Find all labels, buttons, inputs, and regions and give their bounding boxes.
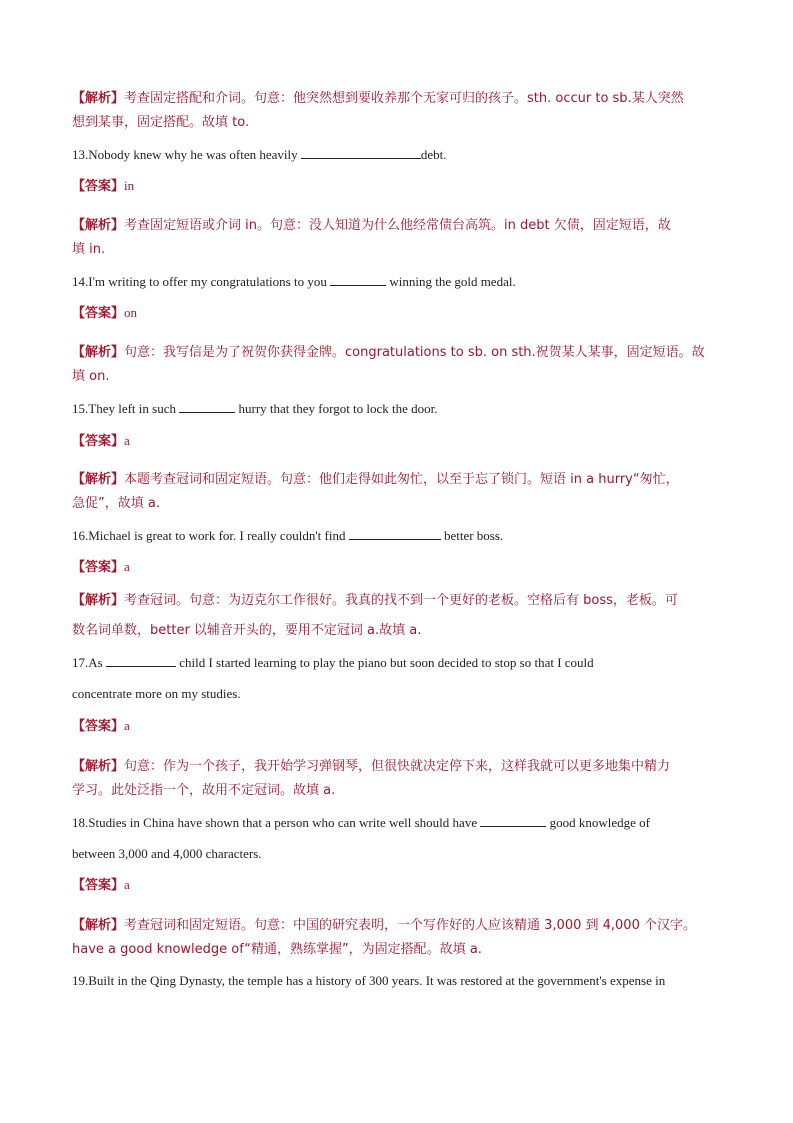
q16-text-b: better boss.	[440, 528, 504, 543]
q17-question-line2: concentrate more on my studies.	[72, 686, 241, 701]
q14-explanation-line1	[72, 344, 705, 361]
q18-blank	[480, 814, 546, 827]
analysis-tag: 【解析】	[72, 759, 125, 774]
q19-question-line1: 19.Built in the Qing Dynasty, the temple has a history of 300 years. It was restored at the government's expense in	[72, 973, 666, 988]
analysis-tag: 【解析】	[72, 593, 125, 608]
answer-tag: 【答案】	[72, 179, 125, 194]
q16-explanation-line2: 数名词单数，better 以辅音开头的，要用不定冠词 a.故填 a.	[72, 623, 422, 638]
q15-explanation-line1	[72, 471, 679, 488]
q18-answer-value: a	[124, 877, 130, 892]
q16-question	[72, 527, 503, 544]
q18-explanation-line2: have a good knowledge of“精通，熟练掌握”，为固定搭配。故填 a.	[72, 942, 482, 957]
q18-explanation-line1	[72, 917, 696, 934]
q13-explanation-text: 考查固定短语或介词 in。句意：没人知道为什么他经常债台高筑。in debt 欠债，固定短语，故	[124, 218, 671, 233]
q15-answer	[72, 433, 130, 450]
q18-question-line2: between 3,000 and 4,000 characters.	[72, 846, 262, 861]
q13-answer	[72, 178, 134, 195]
q13-text-b: debt.	[420, 147, 447, 162]
q17-answer	[72, 718, 130, 735]
q15-blank	[179, 400, 235, 413]
q16-blank	[349, 527, 441, 540]
q17-explanation-text: 句意：作为一个孩子，我开始学习弹钢琴，但很快就决定停下来，这样我就可以更多地集中精力	[124, 759, 671, 774]
q13-explanation-line2: 填 in.	[72, 242, 106, 257]
q14-explanation-text: 句意：我写信是为了祝贺你获得金牌。congratulations to sb. on sth.祝贺某人某事，固定短语。故	[124, 345, 705, 360]
q18-question-line1	[72, 814, 650, 831]
answer-tag: 【答案】	[72, 719, 125, 734]
q15-explanation-line2: 急促”，故填 a.	[72, 496, 160, 511]
q17-text-b: child I started learning to play the piano but soon decided to stop so that I could	[175, 655, 594, 670]
q17-blank	[106, 654, 176, 667]
q18-answer	[72, 877, 130, 894]
q13-text-a: 13.Nobody knew why he was often heavily	[72, 147, 301, 162]
q18-explanation-text: 考查冠词和固定短语。句意：中国的研究表明，一个写作好的人应该精通 3,000 到 4,000 个汉字。	[124, 918, 696, 933]
q18-text-b: good knowledge of	[546, 815, 650, 830]
q15-text-b: hurry that they forgot to lock the door.	[235, 401, 438, 416]
analysis-tag: 【解析】	[72, 218, 125, 233]
q14-text-b: winning the gold medal.	[386, 274, 516, 289]
q13-answer-value: in	[124, 178, 135, 193]
q17-explanation-line1	[72, 758, 670, 775]
q14-text-a: 14.I'm writing to offer my congratulations to you	[72, 274, 331, 289]
q15-question	[72, 400, 438, 417]
answer-tag: 【答案】	[72, 306, 125, 321]
analysis-tag: 【解析】	[72, 918, 125, 933]
q17-question-line1	[72, 654, 594, 671]
q14-blank	[330, 273, 386, 286]
q15-answer-value: a	[124, 433, 130, 448]
q16-answer	[72, 559, 130, 576]
q12-explanation-line2: 想到某事，固定搭配。故填 to.	[72, 115, 250, 130]
q17-explanation-line2: 学习。此处泛指一个，故用不定冠词。故填 a.	[72, 783, 336, 798]
answer-tag: 【答案】	[72, 878, 125, 893]
q16-answer-value: a	[124, 559, 130, 574]
q16-explanation-text: 考查冠词。句意：为迈克尔工作很好。我真的找不到一个更好的老板。空格后有 boss，老板。可	[124, 593, 678, 608]
q15-explanation-text: 本题考查冠词和固定短语。句意：他们走得如此匆忙，以至于忘了锁门。短语 in a hurry“匆忙，	[124, 472, 679, 487]
q17-text-a: 17.As	[72, 655, 106, 670]
analysis-tag: 【解析】	[72, 91, 125, 106]
q14-question	[72, 273, 516, 290]
analysis-tag: 【解析】	[72, 472, 125, 487]
q14-answer	[72, 305, 137, 322]
q18-text-a: 18.Studies in China have shown that a person who can write well should have	[72, 815, 481, 830]
q13-explanation-line1	[72, 217, 671, 234]
q14-answer-value: on	[124, 305, 138, 320]
q12-explanation-line1	[72, 90, 684, 107]
q12-explanation-text: 考查固定搭配和介词。句意：他突然想到要收养那个无家可归的孩子。sth. occur to sb.某人突然	[124, 91, 684, 106]
answer-tag: 【答案】	[72, 560, 125, 575]
analysis-tag: 【解析】	[72, 345, 125, 360]
q13-blank	[301, 146, 421, 159]
q15-text-a: 15.They left in such	[72, 401, 180, 416]
answer-tag: 【答案】	[72, 434, 125, 449]
q16-text-a: 16.Michael is great to work for. I really couldn't find	[72, 528, 349, 543]
q14-explanation-line2: 填 on.	[72, 369, 110, 384]
q16-explanation-line1	[72, 592, 678, 609]
q13-question	[72, 146, 447, 163]
q17-answer-value: a	[124, 718, 130, 733]
